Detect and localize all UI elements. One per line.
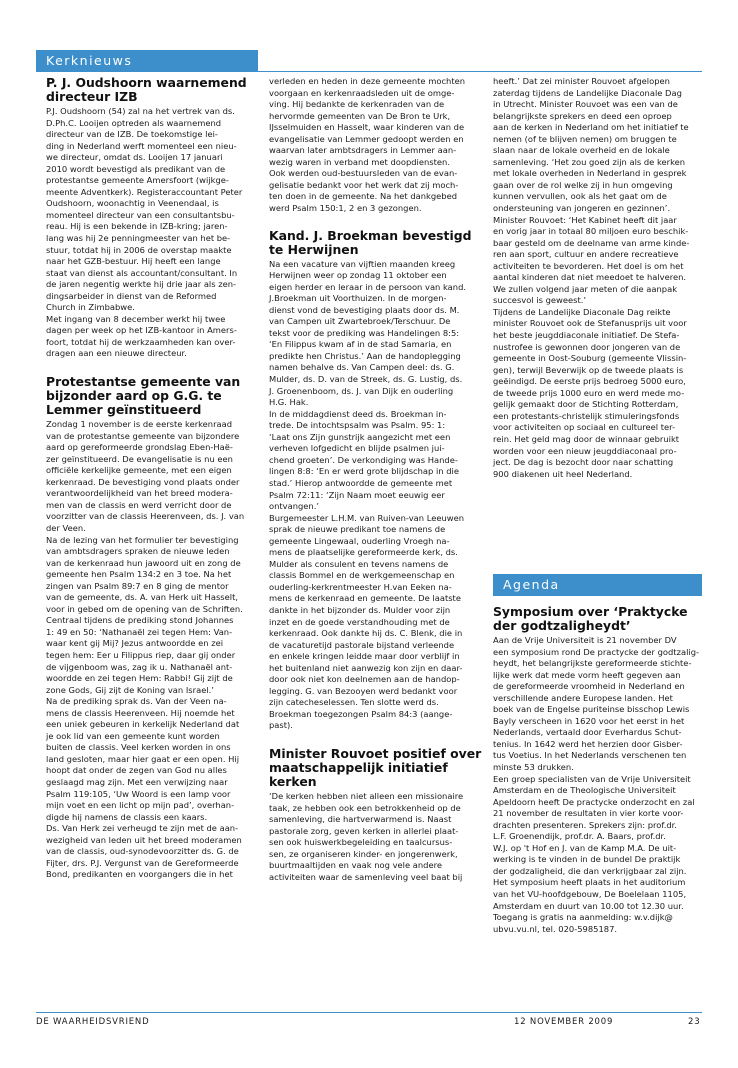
section-title-kerknieuws: Kerknieuws [46,53,133,68]
column-2 [269,76,483,883]
footer-page-number: 23 [688,1017,701,1027]
section-banner-kerknieuws [36,50,258,72]
footer-publication: DE WAARHEIDSVRIEND [36,1017,150,1027]
article-title-rouvoet: Minister Rouvoet positief over maatschappelijk initiatief kerken [269,745,482,789]
footer-date: 12 NOVEMBER 2009 [514,1017,614,1027]
column-1 [46,76,260,881]
article-title-oudshoorn: P. J. Oudshoorn waarnemend directeur IZB [46,75,247,104]
section-title-agenda: Agenda [503,577,560,592]
article-title-lemmer: Protestantse gemeente van bijzonder aard op G.G. te Lemmer geïnstitueerd [46,374,241,418]
article-title-broekman: Kand. J. Broekman bevestigd te Herwijnen [269,227,472,257]
footer-rule [36,1012,702,1013]
banner-rule-kerknieuws [36,71,702,72]
column-3 [493,76,707,480]
article-body-rouvoet-continued: heeft.’ Dat zei minister Rouvoet afgelopen zaterdag tijdens de Landelijke Diaconale Dag in Utrecht. Minister Rouvoet was een van de belangrijkste sprekers en deed een oproep aan de kerken in Nederland om het initiatief te nemen (of te blijven nemen) om bruggen te slaan naar de lokale overheid en de lokale samenleving. ‘Het zou goed zijn als de kerken met lokale overheden in Nederland in gesprek gaan over de rol welke zij in hun omgeving kunnen vervullen, ook als het gaat om de ondersteuning van jongeren en gezinnen’. Minister Rouvoet: ‘Het Kabinet heeft dit jaar en vorig jaar in totaal 80 miljoen euro beschik- baar gesteld om de deelname van arme kinde- ren aan sport, cultuur en andere recreatieve activiteiten te bevorderen. Het doel is om het aantal kinderen dat niet meedoet te halveren. We zullen volgend jaar meten of die aanpak succesvol is geweest.’ Tijdens de Landelijke Diaconale Dag reikte minister Rouvoet ook de Stefanusprijs uit voor het beste jeugddiaconale initiatief. De Stefa- nustrofee is gewonnen door jongeren van de gemeente in Oost-Souburg (gemeente Vlissin- gen), terwijl Beverwijk op de tweede plaats is geëindigd. De eerste prijs bedroeg 5000 euro, de tweede prijs 1000 euro en werd mede mo- gelijk gemaakt door de Stichting Rotterdam, een protestants-christelijk stimuleringsfonds voor activiteiten op sociaal en cultureel ter- rein. Het geld mag door de winnaar gebruikt worden voor een nieuw jeugddiaconaal pro- ject. De dag is bezocht door naar schatting 900 diakenen uit heel Nederland. [493,76,690,479]
article-body-lemmer-continued: verleden en heden in deze gemeente mochten voorgaan en kerkenraadsleden uit de omge- ving. Hij bedankte de kerkenraden van de hervormde gemeenten van De Bron te Urk, IJsselmuiden en Hasselt, waar kinderen van de evangelisatie van Lemmer gedoopt werden en waarvan later ambtsdragers in Lemmer aan- wezig waren in verband met doopdiensten. Ook werden oud-bestuursleden van de evan- gelisatie bedankt voor het werk dat zij moch- ten doen in de gemeente. Na het dankgebed werd Psalm 150:1, 2 en 3 gezongen. [269,76,466,214]
article-body-rouvoet: ‘De kerken hebben niet alleen een missionaire taak, ze hebben ook een betrokkenheid op de samenleving, die hartverwarmend is. Naast pastorale zorg, geven kerken in allerlei plaat- sen ook huiswerkbegeleiding en taalcursus- sen, ze organiseren kinder- en jongerenwerk, buurtmaaltijden en vaak nog vele andere activiteiten waar de samenleving veel baat bij [269,790,464,882]
article-body-oudshoorn: P.J. Oudshoorn (54) zal na het vertrek van ds. D.Ph.C. Looijen optreden als waarnemend directeur van de IZB. De toekomstige lei- ding in Nederland werft momenteel een nieu- we directeur, omdat ds. Looijen 17 januari 2010 wordt bevestigd als predikant van de protestantse gemeente Amersfoort (wijkge- meente Adventkerk). Registeraccountant Peter Oudshoorn, woonachtig in Veenendaal, is momenteel directeur van een consultantsbu- reau. Hij is een bekende in IZB-kring; jaren- lang was hij 2e penningmeester van het be- stuur, totdat hij in 2006 de overstap maakte naar het GZB-bestuur. Hij heeft een lange staat van dienst als accountant/consultant. In de jaren negentig werkte hij drie jaar als zen- dingsarbeider in dienst van de Reformed Church in Zimbabwe. Met ingang van 8 december werkt hij twee dagen per week op het IZB-kantoor in Amers- foort, totdat hij de werkzaamheden kan over- dragen aan een nieuwe directeur. [46,106,243,359]
section-banner-agenda [493,574,702,596]
article-body-symposium: Aan de Vrije Universiteit is 21 november DV een symposium rond De practycke der godtzalig- heydt, het belangrijkste gereformeerde stichte- lijke werk dat mede vorm heeft gegeven aan de gereformeerde vroomheid in Nederland en verschillende andere Europese landen. Het boek van de Engelse puriteinse bisschop Lewis Bayly verscheen in 1620 voor het eerst in het Nederlands, vertaald door Everhardus Schut- tenius. In 1642 werd het herzien door Gisber- tus Voetius. In het Nederlands verschenen ten minste 53 drukken. Een groep specialisten van de Vrije Universiteit Amsterdam en de Theologische Universiteit Apeldoorn heeft De practycke onderzocht en zal 21 november de resultaten in vier korte voor- drachten presenteren. Sprekers zijn: prof.dr. L.F. Groenendijk, prof.dr. A. Baars, prof.dr. W.J. op 't Hof en J. van de Kamp M.A. De uit- werking is te vinden in de bundel De praktijk der godzaligheid, die dan verkrijgbaar zal zijn. Het symposium heeft plaats in het auditorium van het VU-hoofdgebouw, De Boelelaan 1105, Amsterdam en duurt van 10.00 tot 12.30 uur. Toegang is gratis na aanmelding: w.v.dijk@ ubvu.vu.nl, tel. 020-5985187. [493,635,700,934]
article-body-lemmer: Zondag 1 november is de eerste kerkenraad van de protestantse gemeente van bijzondere aard op gereformeerde grondslag Eben-Haë- zer geïnstitueerd. De evangelisatie is nu een officiële kerkelijke gemeente, met een eigen kerkenraad. De bevestiging vond plaats onder verantwoordelijkheid van het breed modera- men van de classis en werd verricht door de voorzitter van de classis Heerenveen, ds. J. van der Veen. Na de lezing van het formulier ter bevestiging van ambtsdragers spraken de nieuwe leden van de kerkenraad hun jawoord uit en zong de gemeente hen Psalm 134:2 en 3 toe. Na het zingen van Psalm 89:7 en 8 ging de mentor van de gemeente, ds. A. van Herk uit Hasselt, voor in gebed om de opening van de Schriften. Centraal tijdens de prediking stond Johannes 1: 49 en 50: ‘Nathanaël zei tegen Hem: Van- waar kent gij Mij? Jezus antwoordde en zei tegen hem: Eer u Filippus riep, daar gij onder de vijgenboom was, zag ik u. Nathanaël ant- woordde en zei tegen Hem: Rabbi! Gij zijt de zone Gods, Gij zijt de Koning van Israel.’ Na de prediking sprak ds. Van der Veen na- mens de classis Heerenveen. Hij noemde het een uniek gebeuren in kerkelijk Nederland dat je ook lid van een gemeente kunt worden buiten de classis. Veel kerken worden in ons land gesloten, maar hier gaat er een open. Hij hoopt dat onder de zegen van God nu alles geslaagd mag zijn. Met een verwijzing naar Psalm 119:105, ‘Uw Woord is een lamp voor mijn voet en een licht op mijn pad’, overhan- digde hij namens de classis een kaars. Ds. Van Herk zei verheugd te zijn met de aan- wezigheid van leden uit het breed moderamen van de classis, oud-synodevoorzitter ds. G. de Fijter, drs. P.J. Vergunst van de Gereformeerde Bond, predikanten en voorgangers die in het [46,419,245,880]
column-3-agenda [493,605,707,935]
article-body-broekman: Na een vacature van vijftien maanden kreeg Herwijnen weer op zondag 11 oktober een eigen herder en leraar in de persoon van kand. J.Broekman uit Voorthuizen. In de morgen- dienst vond de bevestiging plaats door ds. M. van Campen uit Zwartebroek/Terschuur. De tekst voor de prediking was Handelingen 8:5: ‘En Filippus kwam af in de stad Samaria, en predikte hen Christus.’ Aan de handoplegging namen behalve ds. Van Campen deel: ds. G. Mulder, ds. D. van de Streek, ds. G. Lustig, ds. J. Groenenboom, ds. J. van Dijk en ouderling H.G. Hak. In de middagdienst deed ds. Broekman in- trede. De intochtspsalm was Psalm. 95: 1: ‘Laat ons Zijn gunstrijk aangezicht met een verheven lofgedicht en blijde psalmen jui- chend groeten’. De verkondiging was Hande- lingen 8:8: ‘En er werd grote blijdschap in die stad.’ Hierop antwoordde de gemeente met Psalm 72:11: ‘Zijn Naam moet eeuwig eer ontvangen.’ Burgemeester L.H.M. van Ruiven-van Leeuwen sprak de nieuwe predikant toe namens de gemeente Lingewaal, ouderling Vroegh na- mens de plaatselijke gereformeerde kerk, ds. Mulder als consulent en tevens namens de classis Bommel en de werkgemeenschap en ouderling-kerkrentmeester H.van Eeken na- mens de kerkenraad en gemeente. De laatste dankte in het bijzonder ds. Mulder voor zijn inzet en de goede verstandhouding met de kerkenraad. Ook dankte hij ds. C. Blenk, die in de vacaturetijd pastorale bijstand verleende en enkele kringen leidde maar door verblijf in het buitenland niet aanwezig kon zijn en daar- door ook niet kon deelnemen aan de handop- legging. G. van Bezooyen werd bedankt voor zijn catecheselessen. Ten slotte werd ds. Broekman toegezongen Psalm 84:3 (aange- past). [269,258,467,731]
article-title-symposium: Symposium over ‘Praktycke der godtzaligheydt’ [493,604,688,633]
